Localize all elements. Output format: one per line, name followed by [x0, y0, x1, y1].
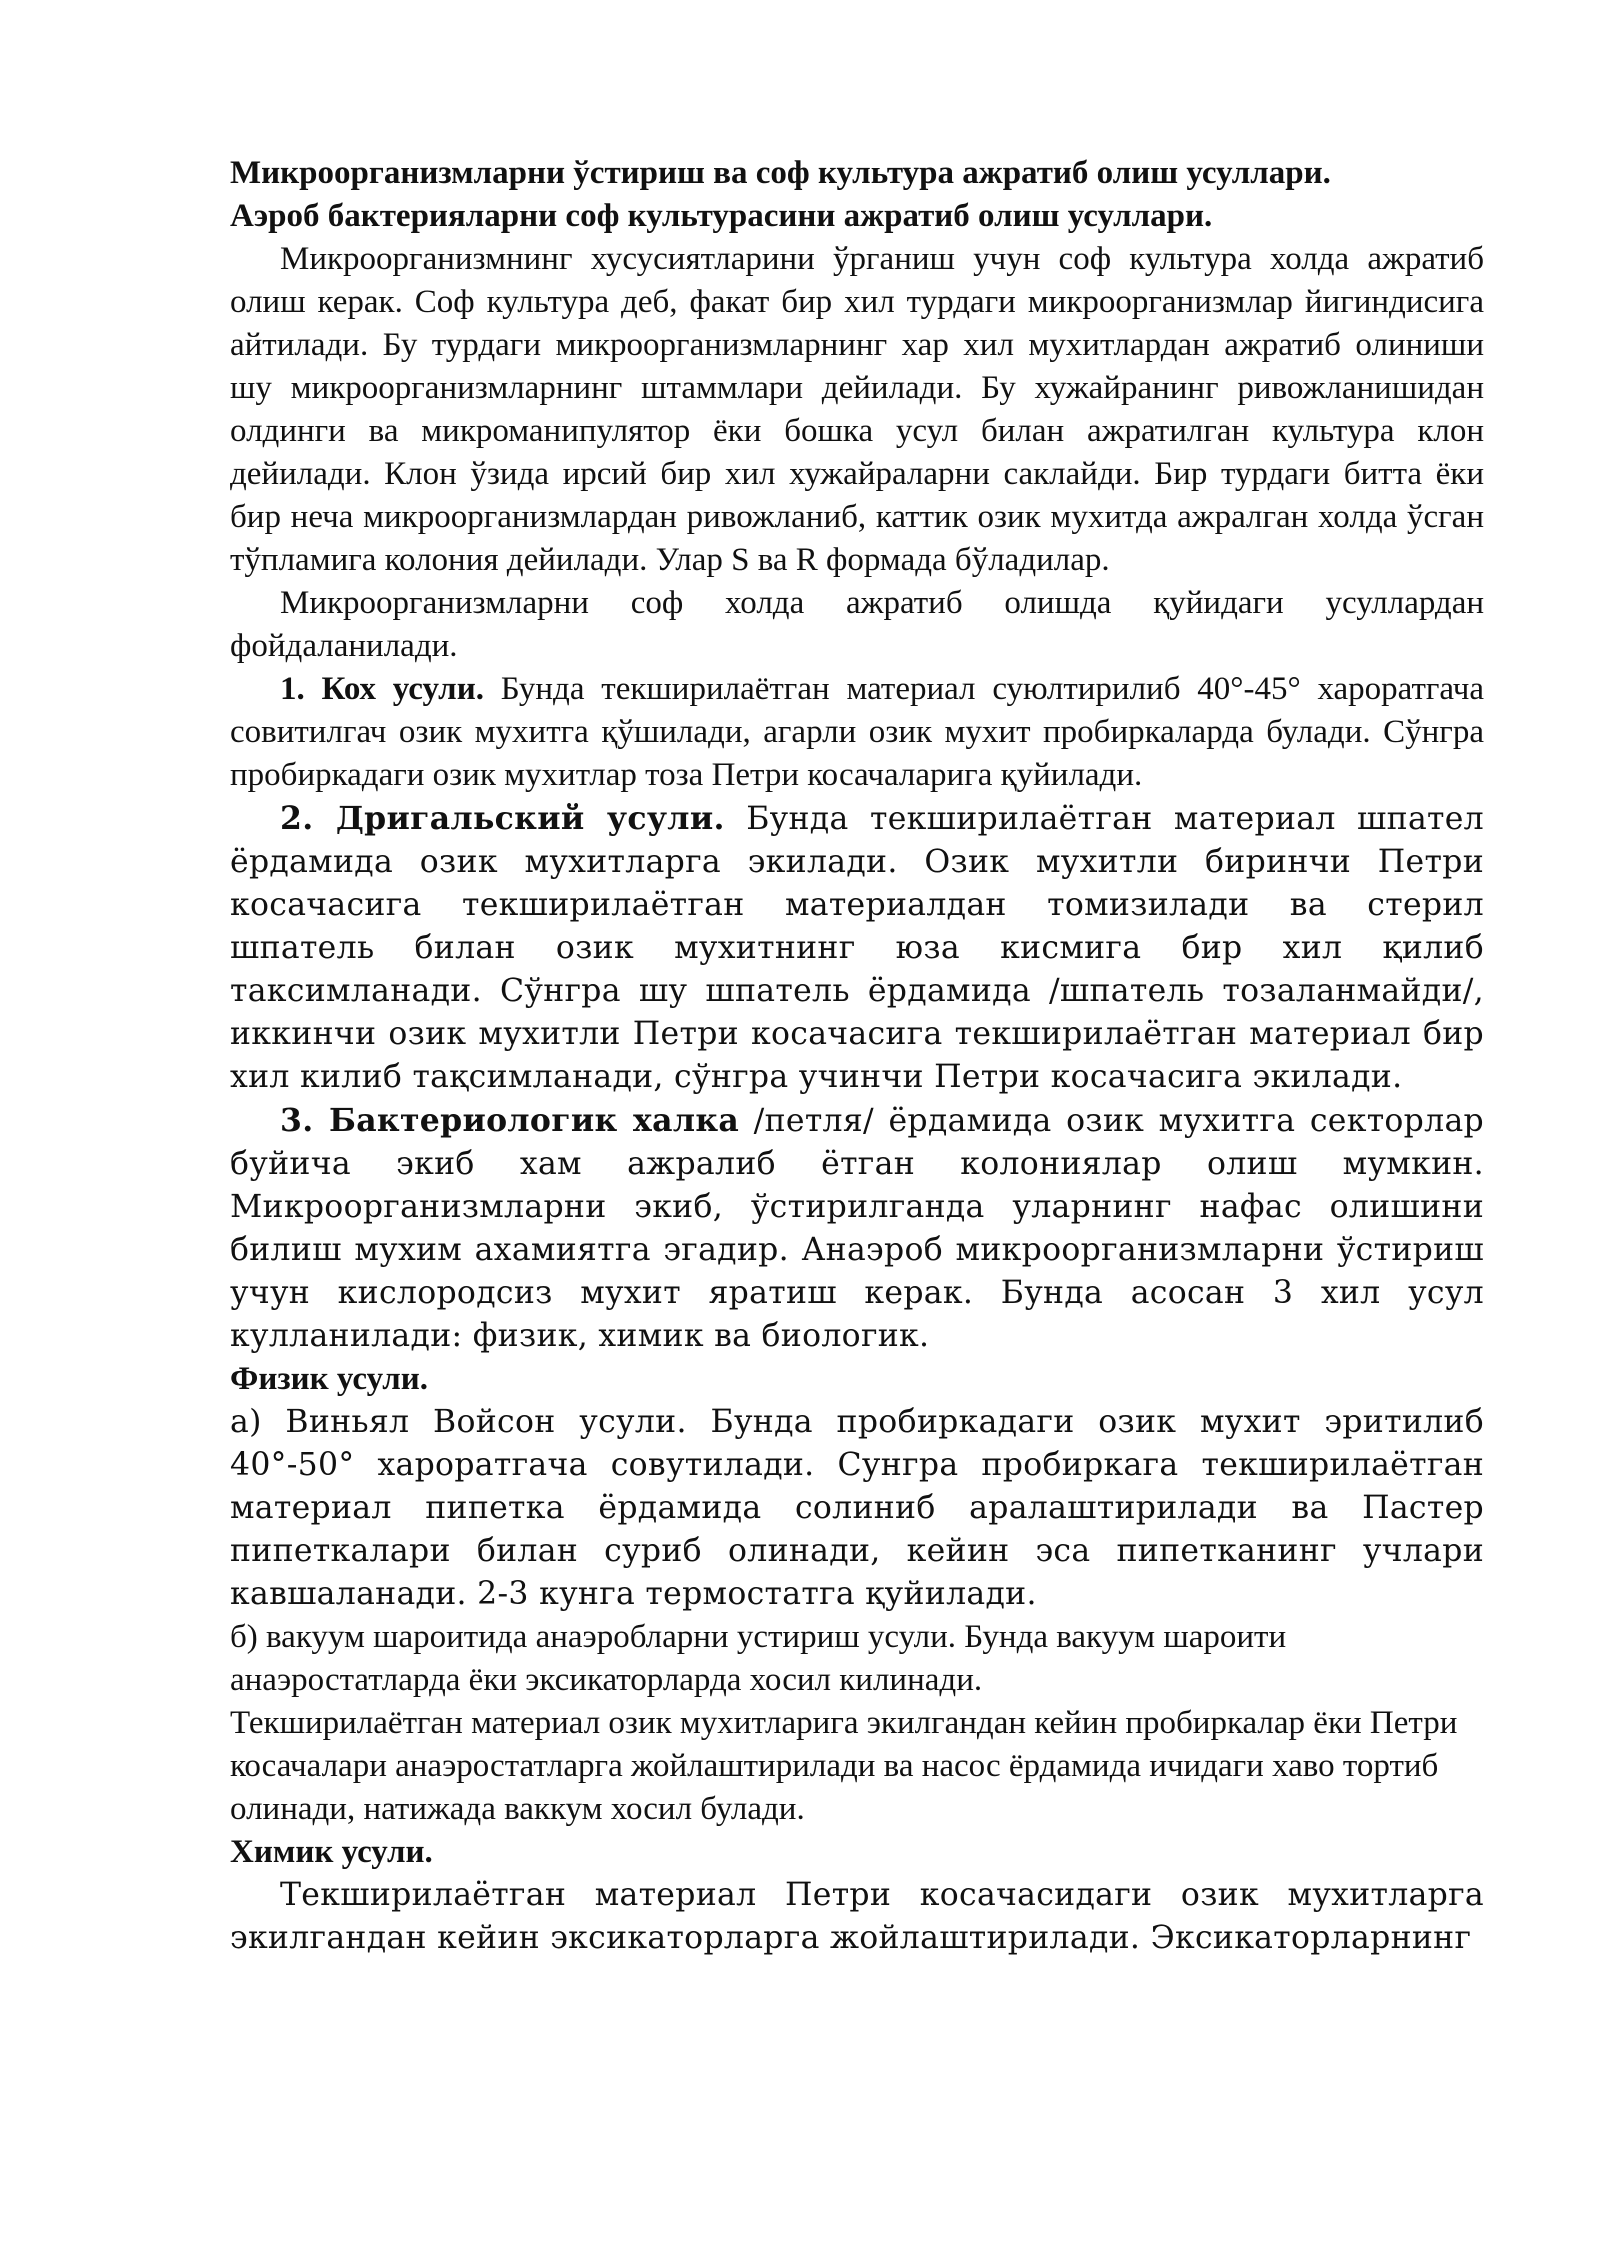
- method-loop-paragraph: [230, 1099, 1484, 1358]
- title-line-2: Аэроб бактерияларни соф культурасини ажратиб олиш усуллари.: [230, 198, 1213, 234]
- method-loop-heading: 3. Бактериологик халка: [280, 1102, 740, 1139]
- method-koch-heading: 1. Кох усули.: [280, 671, 484, 707]
- methods-intro-paragraph: Микроорганизмларни соф холда ажратиб олишда қуйидаги усуллардан фойдаланилади.: [230, 585, 1484, 664]
- physical-method-b-continued: Текширилаётган материал озик мухитларига экилгандан кейин пробиркалар ёки Петри косачалари анаэростатларга жойлаштирилади ва насос ёрдамида ичидаги хаво тортиб олинади, натижада ваккум хосил булади.: [230, 1705, 1458, 1827]
- document-page: [230, 152, 1484, 1960]
- title-line-1: Микроорганизмларни ўстириш ва соф культура ажратиб олиш усуллари.: [230, 155, 1331, 191]
- method-koch-paragraph: [230, 668, 1484, 797]
- method-drigalski-heading: 2. Дригальский усули.: [280, 800, 725, 837]
- physical-method-heading: Физик усули.: [230, 1361, 429, 1397]
- method-koch-text: Бунда текширилаётган материал суюлтирилиб 40°-45° хароратгача совитилгач озик мухитга қўшилади, агарли озик мухит пробиркаларда булади. Сўнгра пробиркадаги озик мухитлар тоза Петри косачаларига қуйилади.: [230, 671, 1484, 793]
- chemical-method-heading: Химик усули.: [230, 1834, 433, 1870]
- physical-method-b: б) вакуум шароитида анаэробларни устириш усули. Бунда вакуум шароити анаэростатларда ёки эксикаторларда хосил килинади.: [230, 1619, 1287, 1698]
- method-loop-text: /петля/ ёрдамида озик мухитга секторлар буйича экиб хам ажралиб ётган колониялар олиш мумкин. Микроорганизмларни экиб, ўстирилганда уларнинг нафас олишини билиш мухим ахамиятга эгадир. Анаэроб микроорганизмларни ўстириш учун кислородсиз мухит яратиш керак. Бунда асосан 3 хил усул кулланилади: физик, химик ва биологик.: [230, 1103, 1484, 1354]
- method-drigalski-paragraph: [230, 797, 1484, 1099]
- physical-method-a: а) Виньял Войсон усули. Бунда пробиркадаги озик мухит эритилиб 40°-50° хароратгача совутилади. Сунгра пробиркага текширилаётган материал пипетка ёрдамида солиниб аралаштирилади ва Пастер пипеткалари билан суриб олинади, кейин эса пипетканинг учлари кавшаланади. 2-3 кунга термостатга қуйилади.: [230, 1404, 1484, 1612]
- intro-paragraph: Микроорганизмнинг хусусиятларини ўрганиш учун соф культура холда ажратиб олиш керак. Соф культура деб, факат бир хил турдаги микроорганизмлар йигиндисига айтилади. Бу турдаги микроорганизмларнинг хар хил мухитлардан ажратиб олиниши шу микроорганизмларнинг штаммлари дейилади. Бу хужайранинг ривожланишидан олдинги ва микроманипулятор ёки бошка усул билан ажратилган культура клон дейилади. Клон ўзида ирсий бир хил хужайраларни саклайди. Бир турдаги битта ёки бир неча микроорганизмлардан ривожланиб, каттик озик мухитда ажралган холда ўсган тўпламига колония дейилади. Улар S ва R формада бўладилар.: [230, 241, 1484, 578]
- method-drigalski-text: Бунда текширилаётган материал шпател ёрдамида озик мухитларга экилади. Озик мухитли биринчи Петри косачасига текширилаётган материалдан томизилади ва стерил шпатель билан озик мухитнинг юза кисмига бир хил қилиб таксимланади. Сўнгра шу шпатель ёрдамида /шпатель тозаланмайди/, иккинчи озик мухитли Петри косачасига текширилаётган материал бир хил килиб тақсимланади, сўнгра учинчи Петри косачасига экилади.: [230, 801, 1484, 1095]
- chemical-method-text: Текширилаётган материал Петри косачасидаги озик мухитларга экилгандан кейин эксикаторларга жойлаштирилади. Эксикаторларнинг: [230, 1877, 1484, 1956]
